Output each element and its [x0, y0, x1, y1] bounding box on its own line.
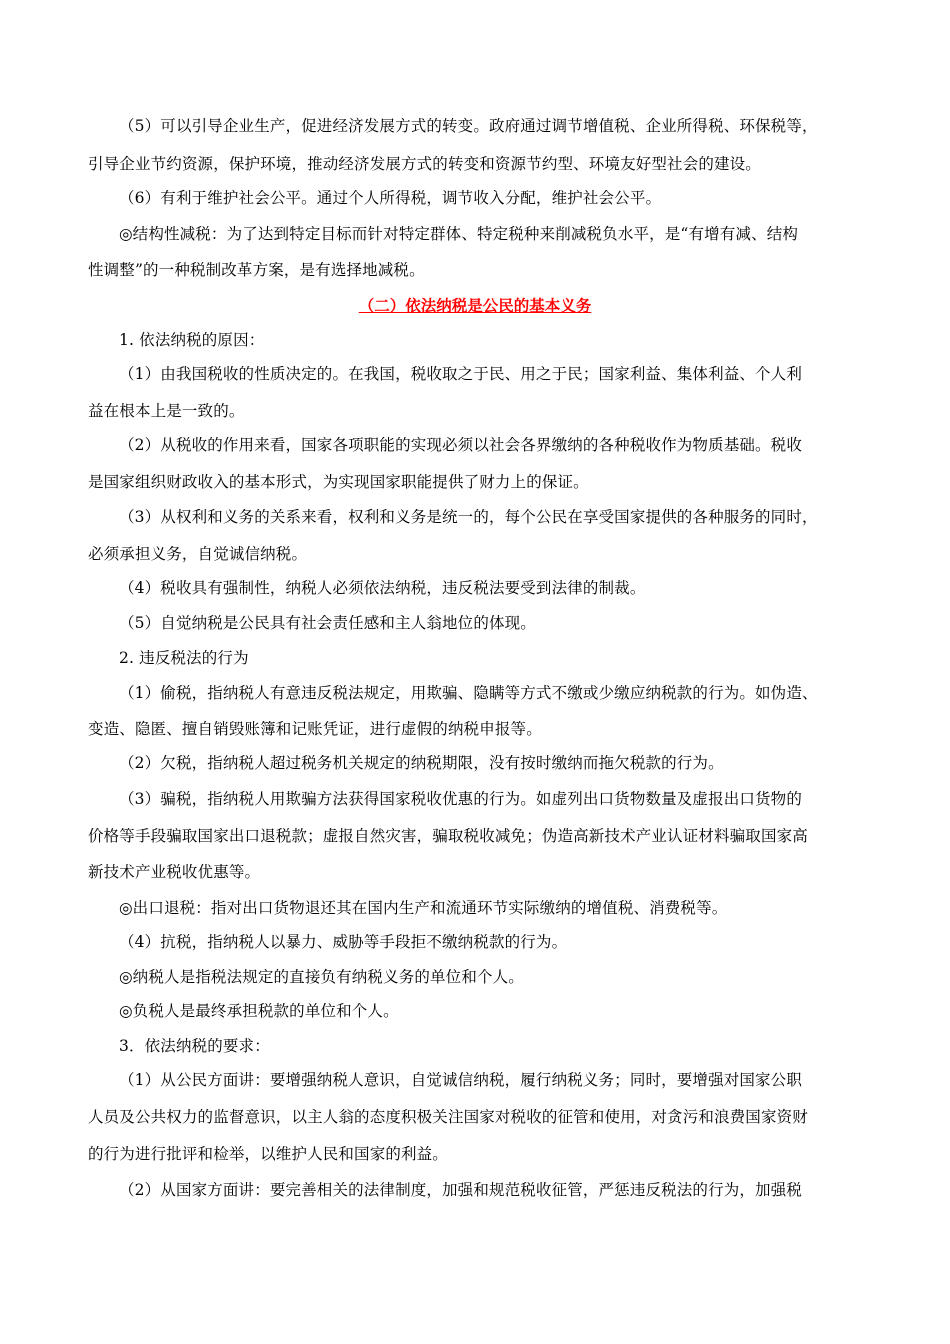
- paragraph-line: （1）从公民方面讲：要增强纳税人意识，自觉诚信纳税，履行纳税义务；同时，要增强对国家公职: [119, 1071, 802, 1089]
- paragraph-line: ◎出口退税：指对出口货物退还其在国内生产和流通环节实际缴纳的增值税、消费税等。: [119, 899, 728, 917]
- paragraph-line: 必须承担义务，自觉诚信纳税。: [88, 545, 308, 563]
- paragraph-line: （4）抗税，指纳税人以暴力、威胁等手段拒不缴纳税款的行为。: [119, 933, 568, 951]
- subheading-line: 3．依法纳税的要求：: [119, 1037, 270, 1055]
- subheading-line: 1. 依法纳税的原因：: [119, 331, 265, 349]
- paragraph-line: 人员及公共权力的监督意识，以主人翁的态度积极关注国家对税收的征管和使用，对贪污和浪费国家资财: [88, 1108, 808, 1126]
- paragraph-line: 变造、隐匿、擅自销毁账簿和记账凭证，进行虚假的纳税申报等。: [88, 720, 542, 738]
- paragraph-line: （2）从税收的作用来看，国家各项职能的实现必须以社会各界缴纳的各种税收作为物质基础。税收: [119, 436, 802, 454]
- paragraph-line: （1）由我国税收的性质决定的。在我国，税收取之于民、用之于民；国家利益、集体利益、个人利: [119, 365, 802, 383]
- paragraph-line: 价格等手段骗取国家出口退税款；虚报自然灾害，骗取税收减免；伪造高新技术产业认证材料骗取国家高: [88, 827, 808, 845]
- paragraph-line: （5）自觉纳税是公民具有社会责任感和主人翁地位的体现。: [119, 614, 536, 632]
- subheading-line: 2. 违反税法的行为: [119, 649, 249, 667]
- paragraph-line: ◎负税人是最终承担税款的单位和个人。: [119, 1002, 399, 1020]
- section-heading-text: （二）依法纳税是公民的基本义务: [358, 296, 592, 315]
- paragraph-line: （3）骗税，指纳税人用欺骗方法获得国家税收优惠的行为。如虚列出口货物数量及虚报出口货物的: [119, 790, 802, 808]
- paragraph-line: ◎结构性减税：为了达到特定目标而针对特定群体、特定税种来削减税负水平，是“有增有减、结构: [119, 225, 799, 243]
- paragraph-line: 新技术产业税收优惠等。: [88, 863, 261, 881]
- section-heading: [0, 295, 950, 317]
- paragraph-line: 引导企业节约资源，保护环境，推动经济发展方式的转变和资源节约型、环境友好型社会的建设。: [88, 155, 761, 173]
- paragraph-line: （2）欠税，指纳税人超过税务机关规定的纳税期限，没有按时缴纳而拖欠税款的行为。: [119, 754, 724, 772]
- paragraph-line: 的行为进行批评和检举，以维护人民和国家的利益。: [88, 1145, 448, 1163]
- paragraph-line: （1）偷税，指纳税人有意违反税法规定，用欺骗、隐瞒等方式不缴或少缴应纳税款的行为。如伪造、: [119, 684, 818, 702]
- paragraph-line: （6）有利于维护社会公平。通过个人所得税，调节收入分配，维护社会公平。: [119, 189, 662, 207]
- paragraph-line: 性调整”的一种税制改革方案，是有选择地减税。: [88, 261, 425, 279]
- paragraph-line: 益在根本上是一致的。: [88, 402, 245, 420]
- paragraph-line: （4）税收具有强制性，纳税人必须依法纳税，违反税法要受到法律的制裁。: [119, 579, 646, 597]
- paragraph-line: 是国家组织财政收入的基本形式，为实现国家职能提供了财力上的保证。: [88, 473, 589, 491]
- paragraph-line: ◎纳税人是指税法规定的直接负有纳税义务的单位和个人。: [119, 968, 524, 986]
- paragraph-line: （5）可以引导企业生产，促进经济发展方式的转变。政府通过调节增值税、企业所得税、环保税等，: [119, 117, 818, 135]
- paragraph-line: （3）从权利和义务的关系来看，权利和义务是统一的，每个公民在享受国家提供的各种服务的同时，: [119, 508, 818, 526]
- paragraph-line: （2）从国家方面讲：要完善相关的法律制度，加强和规范税收征管，严惩违反税法的行为，加强税: [119, 1181, 802, 1199]
